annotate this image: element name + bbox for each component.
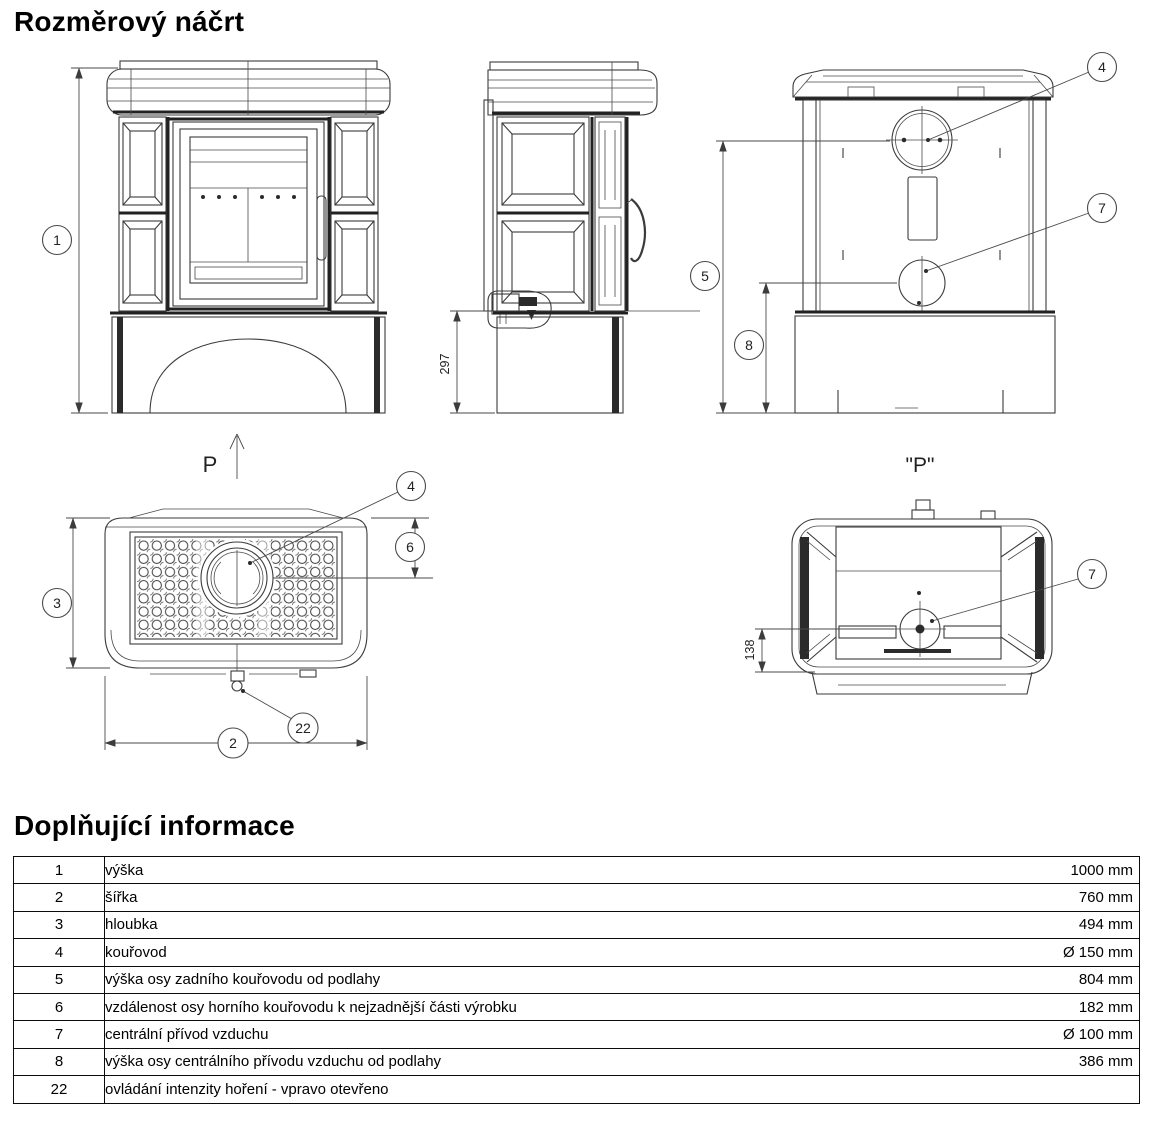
table-row — [14, 884, 1140, 911]
svg-text:297: 297 — [438, 353, 452, 375]
callout-5 — [691, 262, 720, 291]
bottom-view-label: "P" — [905, 454, 935, 477]
row-value: Ø 150 mm — [1062, 943, 1133, 961]
view-side — [438, 62, 700, 413]
view-back — [691, 53, 1117, 414]
row-value: 760 mm — [1078, 889, 1133, 907]
flue-collar — [198, 539, 276, 617]
svg-text:5: 5 — [701, 268, 709, 284]
callout-2 — [218, 728, 248, 758]
svg-text:22: 22 — [295, 720, 311, 736]
intensity-control-knob — [231, 671, 244, 691]
callout-7 — [1088, 194, 1117, 223]
svg-text:3: 3 — [53, 595, 61, 611]
svg-text:7: 7 — [1098, 200, 1106, 216]
row-number: 4 — [14, 939, 105, 966]
door-vent-dots — [201, 195, 296, 199]
back-slot — [908, 177, 937, 240]
row-number: 5 — [14, 966, 105, 993]
row-number: 6 — [14, 993, 105, 1020]
callout-1 — [43, 226, 72, 255]
table-row — [14, 1048, 1140, 1075]
callout-8 — [735, 331, 764, 360]
row-number: 2 — [14, 884, 105, 911]
dimension-height — [71, 68, 118, 413]
dimension-297 — [438, 311, 500, 413]
row-value: 182 mm — [1078, 998, 1133, 1016]
page-title: Rozměrový náčrt — [14, 6, 245, 37]
row-value: 494 mm — [1078, 916, 1133, 934]
row-desc: centrální přívod vzduchu — [105, 1026, 269, 1044]
table-row — [14, 966, 1140, 993]
row-number: 22 — [14, 1076, 105, 1103]
row-desc: výška osy centrálního přívodu vzduchu od podlahy — [105, 1053, 442, 1071]
row-number: 7 — [14, 1021, 105, 1048]
door-handle — [317, 196, 326, 260]
row-desc: šířka — [105, 889, 138, 907]
svg-text:7: 7 — [1088, 566, 1096, 582]
row-value: 1000 mm — [1070, 861, 1133, 879]
row-number: 3 — [14, 911, 105, 938]
table-row — [14, 939, 1140, 966]
front-direction-label: P — [202, 452, 218, 477]
view-front — [43, 61, 391, 413]
dimension-depth — [66, 518, 110, 668]
callout-22 — [288, 713, 318, 743]
row-value: 804 mm — [1078, 971, 1133, 989]
row-value: 386 mm — [1078, 1053, 1133, 1071]
callout-4-top — [397, 472, 426, 501]
table-row — [14, 1021, 1140, 1048]
svg-text:4: 4 — [1098, 59, 1106, 75]
callout-6 — [396, 533, 425, 562]
table-row — [14, 857, 1140, 884]
callout-7-bottom — [1078, 560, 1107, 589]
row-desc: výška — [105, 861, 144, 879]
row-desc: vzdálenost osy horního kouřovodu k nejzadnější části výrobku — [105, 998, 517, 1016]
svg-text:138: 138 — [743, 639, 757, 661]
flue-outlet — [886, 106, 958, 174]
dimension-air-height — [759, 283, 897, 413]
row-desc: hloubka — [105, 916, 158, 934]
table-row — [14, 993, 1140, 1020]
view-top — [43, 434, 434, 758]
additional-info-table — [13, 856, 1140, 1104]
svg-text:2: 2 — [229, 735, 237, 751]
row-desc: kouřovod — [105, 943, 167, 961]
row-desc: ovládání intenzity hoření - vpravo otevřeno — [105, 1080, 389, 1098]
row-value: Ø 100 mm — [1062, 1026, 1133, 1044]
row-number: 1 — [14, 857, 105, 884]
row-number: 8 — [14, 1048, 105, 1075]
svg-text:1: 1 — [53, 232, 61, 248]
callout-4 — [1088, 53, 1117, 82]
svg-text:6: 6 — [406, 539, 414, 555]
row-desc: výška osy zadního kouřovodu od podlahy — [105, 971, 381, 989]
section-title-additional-info: Doplňující informace — [14, 810, 295, 841]
svg-text:4: 4 — [407, 478, 415, 494]
front-direction-arrow — [230, 434, 244, 479]
callout-3 — [43, 589, 72, 618]
svg-text:8: 8 — [745, 337, 753, 353]
side-handle — [631, 199, 645, 261]
dimension-138 — [743, 629, 894, 672]
view-bottom — [743, 454, 1107, 694]
table-row — [14, 1076, 1140, 1103]
table-row — [14, 911, 1140, 938]
central-air-inlet — [899, 256, 945, 311]
central-air-inlet-bottom — [894, 591, 946, 657]
